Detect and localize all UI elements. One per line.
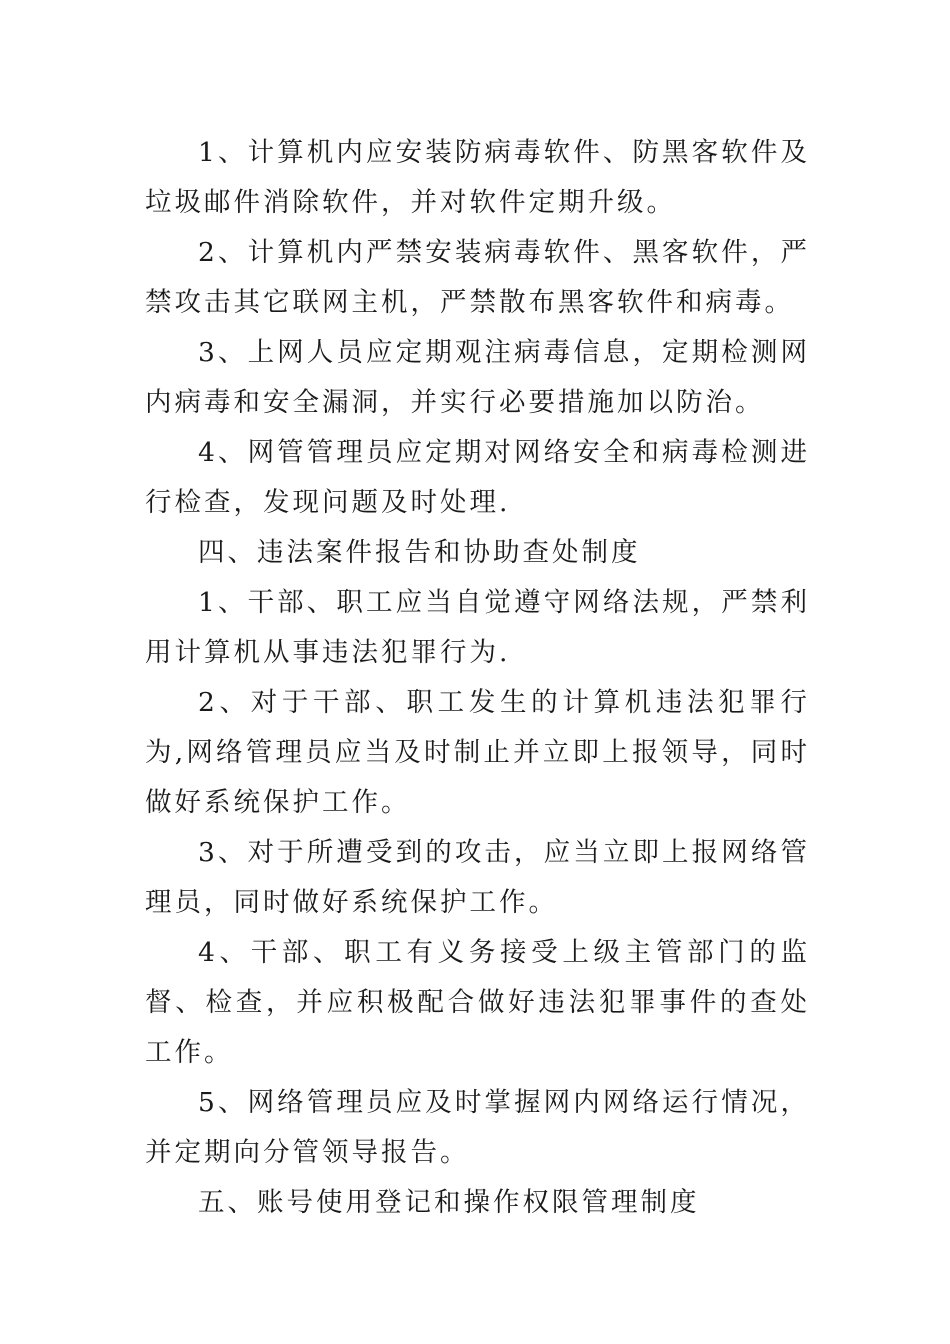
paragraph-network-status: 5、网络管理员应及时掌握网内网络运行情况，并定期向分管领导报告。 [145,1087,810,1168]
section-heading-5: 五、账号使用登记和操作权限管理制度 [198,1187,700,1218]
paragraph-virus-monitoring: 3、上网人员应定期观注病毒信息，定期检测网内病毒和安全漏洞，并实行必要措施加以防治。 [145,337,810,418]
document-body [145,128,810,1228]
paragraph-report-attack: 3、对于所遭受到的攻击，应当立即上报网络管理员，同时做好系统保护工作。 [145,837,810,918]
paragraph-comply-law: 1、干部、职工应当自觉遵守网络法规，严禁利用计算机从事违法犯罪行为. [145,587,810,668]
paragraph-prohibit-malware: 2、计算机内严禁安装病毒软件、黑客软件，严禁攻击其它联网主机，严禁散布黑客软件和病毒。 [145,237,810,318]
section-heading-4: 四、违法案件报告和协助查处制度 [198,537,641,568]
paragraph-admin-inspection: 4、网管管理员应定期对网络安全和病毒检测进行检查，发现问题及时处理. [145,437,810,518]
paragraph-report-crime: 2、对于干部、职工发生的计算机违法犯罪行为,网络管理员应当及时制止并立即上报领导，同时做好系统保护工作。 [145,687,810,818]
paragraph-antivirus-install: 1、计算机内应安装防病毒软件、防黑客软件及垃圾邮件消除软件，并对软件定期升级。 [145,137,810,218]
paragraph-accept-supervision: 4、干部、职工有义务接受上级主管部门的监督、检查，并应积极配合做好违法犯罪事件的查处工作。 [145,937,810,1068]
